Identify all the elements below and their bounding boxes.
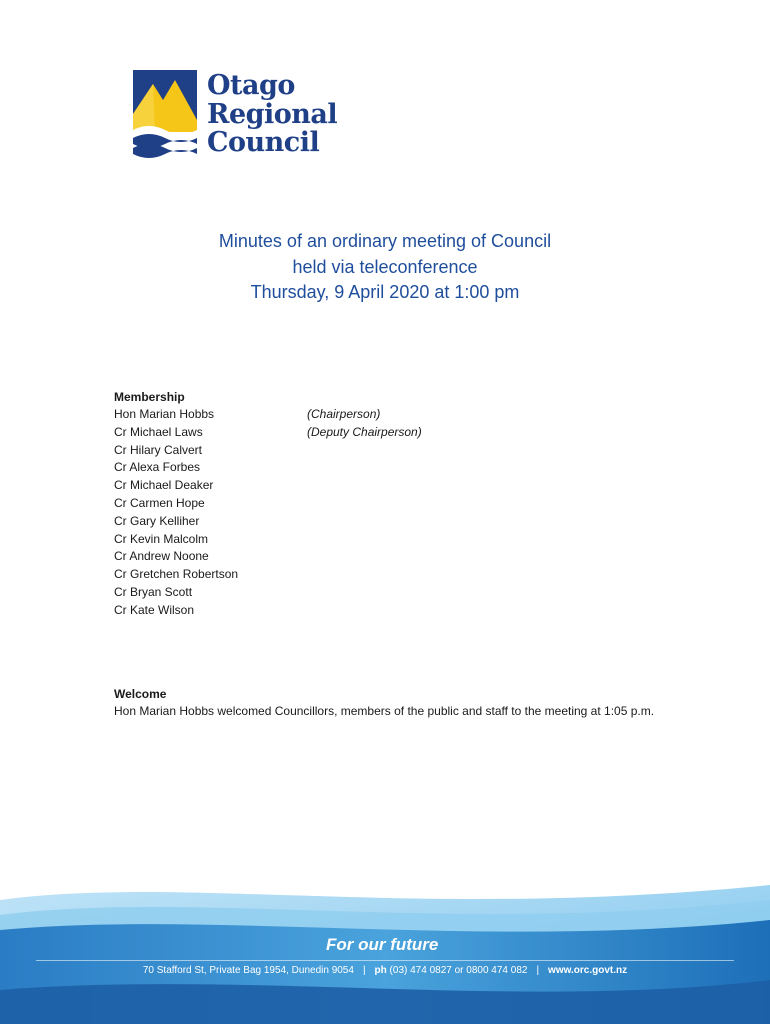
footer-website[interactable]: www.orc.govt.nz (548, 965, 628, 976)
membership-section (114, 389, 422, 620)
footer-divider (36, 960, 734, 961)
member-name: Hon Marian Hobbs (114, 407, 215, 421)
member-name: Cr Gary Kelliher (114, 513, 200, 528)
member-name: Cr Kate Wilson (114, 602, 195, 617)
member-role: (Deputy Chairperson) (307, 424, 422, 439)
logo-line-3: Council (207, 127, 320, 158)
member-role: (Chairperson) (307, 407, 381, 421)
member-row (114, 459, 422, 477)
document-title (0, 229, 770, 306)
footer-separator-1: | (362, 965, 366, 976)
member-row (114, 531, 422, 549)
member-list (114, 406, 422, 620)
membership-heading: Membership (114, 390, 185, 404)
welcome-section (114, 686, 674, 720)
welcome-text: Hon Marian Hobbs welcomed Councillors, members of the public and staff to the meeting at 1:05 p.m. (114, 704, 655, 718)
footer-separator-2: | (536, 965, 540, 976)
footer-address: 70 Stafford St, Private Bag 1954, Dunedin 9054 (142, 965, 354, 976)
member-row (114, 424, 422, 442)
welcome-heading: Welcome (114, 687, 167, 701)
logo-wordmark (207, 72, 337, 158)
member-name: Cr Bryan Scott (114, 584, 193, 599)
member-row (114, 513, 422, 531)
mountain-wave-logo-icon (133, 70, 199, 160)
member-name: Cr Andrew Noone (114, 549, 209, 564)
member-name: Cr Michael Laws (114, 424, 203, 439)
title-line-2: held via teleconference (292, 256, 478, 277)
title-line-3: Thursday, 9 April 2020 at 1:00 pm (250, 282, 520, 302)
member-row (114, 584, 422, 602)
member-name: Cr Michael Deaker (114, 478, 214, 493)
member-row (114, 406, 422, 424)
member-row (114, 495, 422, 513)
member-row (114, 442, 422, 460)
logo-line-1: Otago (207, 70, 295, 101)
member-row (114, 566, 422, 584)
member-name: Cr Gretchen Robertson (114, 567, 239, 582)
member-name: Cr Hilary Calvert (114, 442, 203, 457)
title-line-1: Minutes of an ordinary meeting of Council (218, 231, 552, 251)
footer-phone-label: ph (374, 965, 387, 976)
footer-phone: (03) 474 0827 or 0800 474 082 (389, 965, 528, 976)
footer-banner (0, 880, 770, 1024)
member-row (114, 477, 422, 495)
member-row (114, 602, 422, 620)
footer-tagline: For our future (326, 935, 439, 954)
member-name: Cr Carmen Hope (114, 495, 205, 510)
member-row (114, 548, 422, 566)
footer-contact (0, 965, 770, 976)
member-name: Cr Alexa Forbes (114, 460, 201, 475)
logo-line-2: Regional (207, 98, 338, 130)
member-name: Cr Kevin Malcolm (114, 531, 209, 546)
